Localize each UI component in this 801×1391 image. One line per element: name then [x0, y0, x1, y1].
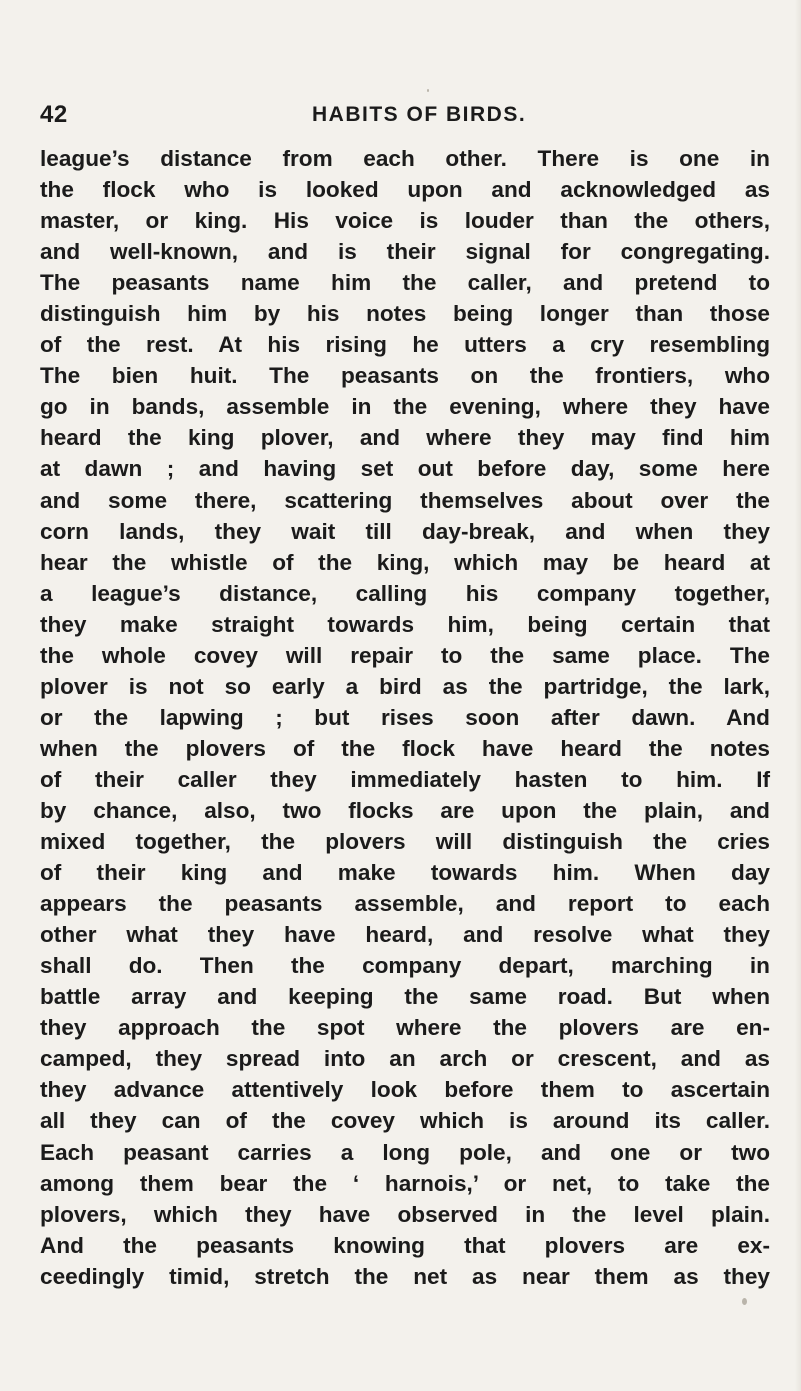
text-line: camped, they spread into an arch or crescent, and as	[40, 1046, 770, 1072]
text-line: they approach the spot where the plovers are en-	[40, 1015, 770, 1041]
text-line: The peasants name him the caller, and pretend to	[40, 270, 770, 296]
text-line: The bien huit. The peasants on the frontiers, who	[40, 363, 770, 389]
text-line: and some there, scattering themselves about over the	[40, 487, 770, 513]
text-line: plovers, which they have observed in the level plain.	[40, 1201, 770, 1227]
text-line: they make straight towards him, being certain that	[40, 611, 770, 637]
text-line: heard the king plover, and where they may find him	[40, 425, 770, 451]
text-line: distinguish him by his notes being longer than those	[40, 301, 770, 327]
text-line: or the lapwing ; but rises soon after dawn. And	[40, 704, 770, 730]
text-line: master, or king. His voice is louder than the others,	[40, 208, 770, 234]
text-line: mixed together, the plovers will distinguish the cries	[40, 829, 770, 855]
text-line: go in bands, assemble in the evening, where they have	[40, 394, 770, 420]
text-line: Each peasant carries a long pole, and one or two	[40, 1139, 770, 1165]
page-number: 42	[40, 101, 68, 128]
text-line: they advance attentively look before them to ascertain	[40, 1077, 770, 1103]
body-text	[40, 143, 770, 1292]
text-line: ceedingly timid, stretch the net as near them as they	[40, 1263, 770, 1289]
paper-speck	[742, 1298, 747, 1305]
text-line: a league’s distance, calling his company together,	[40, 580, 770, 606]
text-line: the flock who is looked upon and acknowledged as	[40, 177, 770, 203]
running-title: HABITS OF BIRDS.	[312, 103, 527, 126]
text-line: the whole covey will repair to the same place. The	[40, 642, 770, 668]
text-line: among them bear the ‘ harnois,’ or net, to take the	[40, 1170, 770, 1196]
text-line: battle array and keeping the same road. But when	[40, 984, 770, 1010]
text-line: all they can of the covey which is around its caller.	[40, 1108, 770, 1134]
text-line: shall do. Then the company depart, marching in	[40, 953, 770, 979]
text-line: by chance, also, two flocks are upon the plain, and	[40, 797, 770, 823]
text-line: of their caller they immediately hasten to him. If	[40, 766, 770, 792]
text-line: when the plovers of the flock have heard the notes	[40, 735, 770, 761]
text-line: appears the peasants assemble, and report to each	[40, 891, 770, 917]
paper-speck	[427, 89, 429, 92]
text-line: plover is not so early a bird as the partridge, the lark,	[40, 673, 770, 699]
text-line: corn lands, they wait till day-break, and when they	[40, 518, 770, 544]
text-line: of the rest. At his rising he utters a cry resembling	[40, 332, 770, 358]
text-line: hear the whistle of the king, which may be heard at	[40, 549, 770, 575]
text-line: other what they have heard, and resolve what they	[40, 922, 770, 948]
page-edge	[795, 0, 801, 1391]
text-line: And the peasants knowing that plovers are ex-	[40, 1232, 770, 1258]
text-line: at dawn ; and having set out before day, some here	[40, 456, 770, 482]
text-line: league’s distance from each other. There is one in	[40, 146, 770, 171]
text-line: and well-known, and is their signal for congregating.	[40, 239, 770, 265]
running-head	[0, 101, 801, 131]
text-line: of their king and make towards him. When day	[40, 860, 770, 886]
